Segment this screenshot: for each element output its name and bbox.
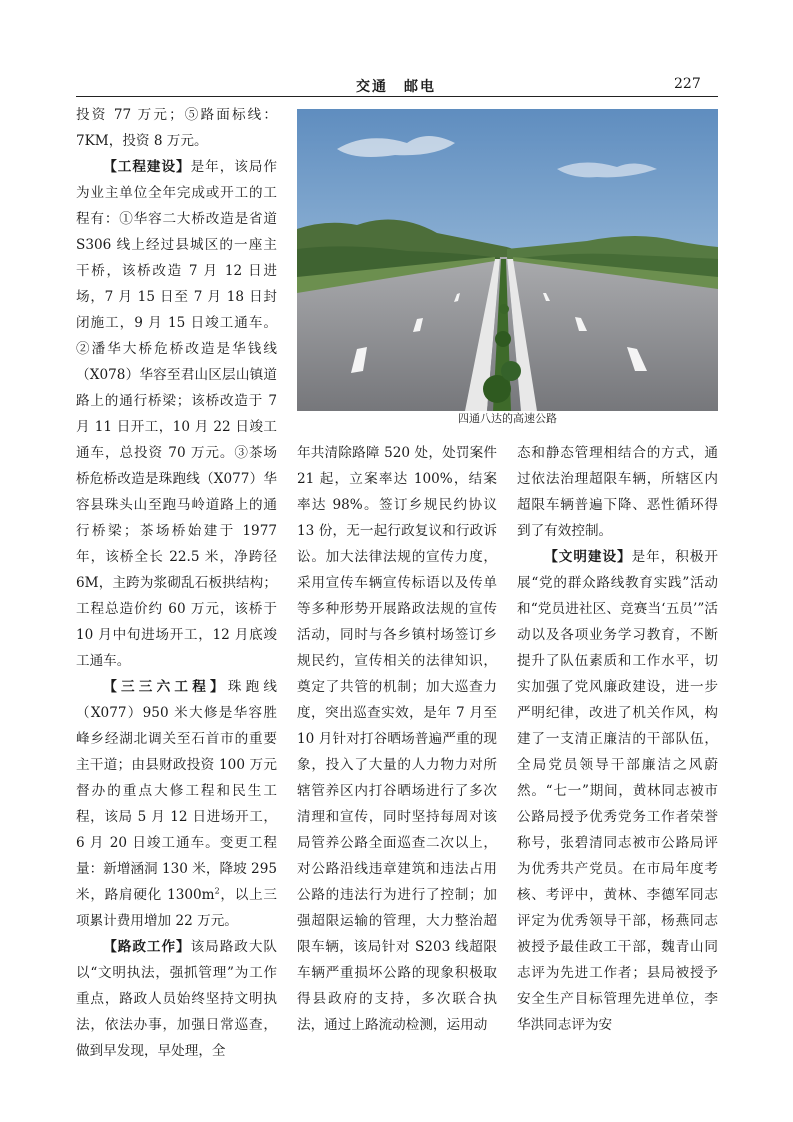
section-heading-engineering: 【工程建设】 <box>103 159 191 175</box>
paragraph-336-body-a: 珠跑线（X077）950 米大修是华容胜峰乡经湖北调关至石首市的重要主干道；由县财政投资 100 万元督办的重点大修工程和民生工程，该局 5 月 12 日进场开工，6 月 20 日竣工通车。变更工程量：新增涵洞 130 米，降坡 295 米，路肩硬化 1300m <box>76 679 278 903</box>
highway-photo <box>297 109 718 411</box>
section-heading-336-project: 【三三六工程】 <box>103 679 228 695</box>
paragraph-336-project <box>76 674 277 934</box>
paragraph-336-body-b: ，以上三项累计费用增加 22 万元。 <box>76 887 277 929</box>
section-heading-civilization: 【文明建设】 <box>544 549 632 565</box>
paragraph-road-admin-continued: 年共清除路障 520 处，处罚案件 21 起，立案率达 100%，结案率达 98%。签订乡规民约协议 13 份，无一起行政复议和行政诉讼。加大法律法规的宣传力度，采用宣传车辆宣传标语以及传单等多种形势开展路政法规的宣传活动，同时与各乡镇村场签订乡规民约，宣传相关的法律知识，奠定了共管的机制；加大巡查力度，突出巡查实效，是年 7 月至 10 月针对打谷晒场普遍严重的现象，投入了大量的人力物力对所辖管养区内打谷晒场进行了多次清理和宣传，同时坚持每周对该局管养公路全面巡查二次以上，对公路沿线违章建筑和违法占用公路的违法行为进行了控制；加强超限运输的管理，大力整治超限车辆，该局针对 S203 线超限车辆严重损坏公路的现象积极取得县政府的支持，多次联合执法，通过上路流动检测，运用动 <box>297 445 497 1033</box>
paragraph-civilization-body: 是年，积极开展“党的群众路线教育实践”活动和“党员进社区、竞赛当‘五员’”活动以及各项业务学习教育，不断提升了队伍素质和工作水平，切实加强了党风廉政建设，进一步严明纪律，改进了机关作风，构建了一支清正廉洁的干部队伍，全局党员领导干部廉洁之风蔚然。“七一”期间，黄林同志被市公路局授予优秀党务工作者荣誉称号，张碧清同志被市公路局评为优秀共产党员。在市局年度考核、考评中，黄林、李德军同志评定为优秀领导干部，杨燕同志被授予最佳政工干部，魏青山同志评为先进工作者；县局被授予安全生产目标管理先进单位，李华洪同志评为安 <box>517 549 719 1033</box>
paragraph-engineering <box>76 154 277 674</box>
column-1 <box>76 102 277 1064</box>
column-3 <box>517 440 718 1038</box>
paragraph-road-admin-body: 该局路政大队以“文明执法，强抓管理”为工作重点，路政人员始终坚持文明执法，依法办事，加强日常巡查，做到早发现，早处理，全 <box>76 939 278 1059</box>
paragraph-road-admin <box>76 934 277 1064</box>
photo-caption: 四通八达的高速公路 <box>458 412 557 425</box>
header-divider <box>76 96 718 97</box>
page-number: 227 <box>674 76 701 92</box>
paragraph-engineering-body: 是年，该局作为业主单位全年完成或开工的工程有：①华容二大桥改造是省道 S306 线上经过县城区的一座主干桥，该桥改造 7 月 12 日进场，7 月 15 日至 7 月 18 日封闭施工，9 月 15 日竣工通车。②潘华大桥危桥改造是华钱线（X078）华容至君山区层山镇道路上的通行桥梁；该桥改造于 7 月 11 日开工，10 月 22 日竣工通车，总投资 70 万元。③茶场桥危桥改造是珠跑线（X077）华容县珠头山至跑马岭道路上的通行桥梁；茶场桥始建于 1977 年，该桥全长 22.5 米，净跨径 6M，主跨为浆砌乱石板拱结构；工程总造价约 60 万元，该桥于 10 月中旬进场开工，12 月底竣工通车。 <box>76 159 278 669</box>
column-2 <box>297 440 497 1038</box>
header-title: 交通 邮电 <box>356 79 436 95</box>
paragraph-road-admin-end: 态和静态管理相结合的方式，通过依法治理超限车辆，所辖区内超限车辆普遍下降、恶性循环得到了有效控制。 <box>517 445 718 539</box>
superscript-2: 2 <box>214 886 220 896</box>
paragraph-continuation: 投资 77 万元；⑤路面标线：7KM，投资 8 万元。 <box>76 107 277 149</box>
paragraph-civilization <box>517 544 718 1038</box>
section-heading-road-admin: 【路政工作】 <box>103 939 191 955</box>
